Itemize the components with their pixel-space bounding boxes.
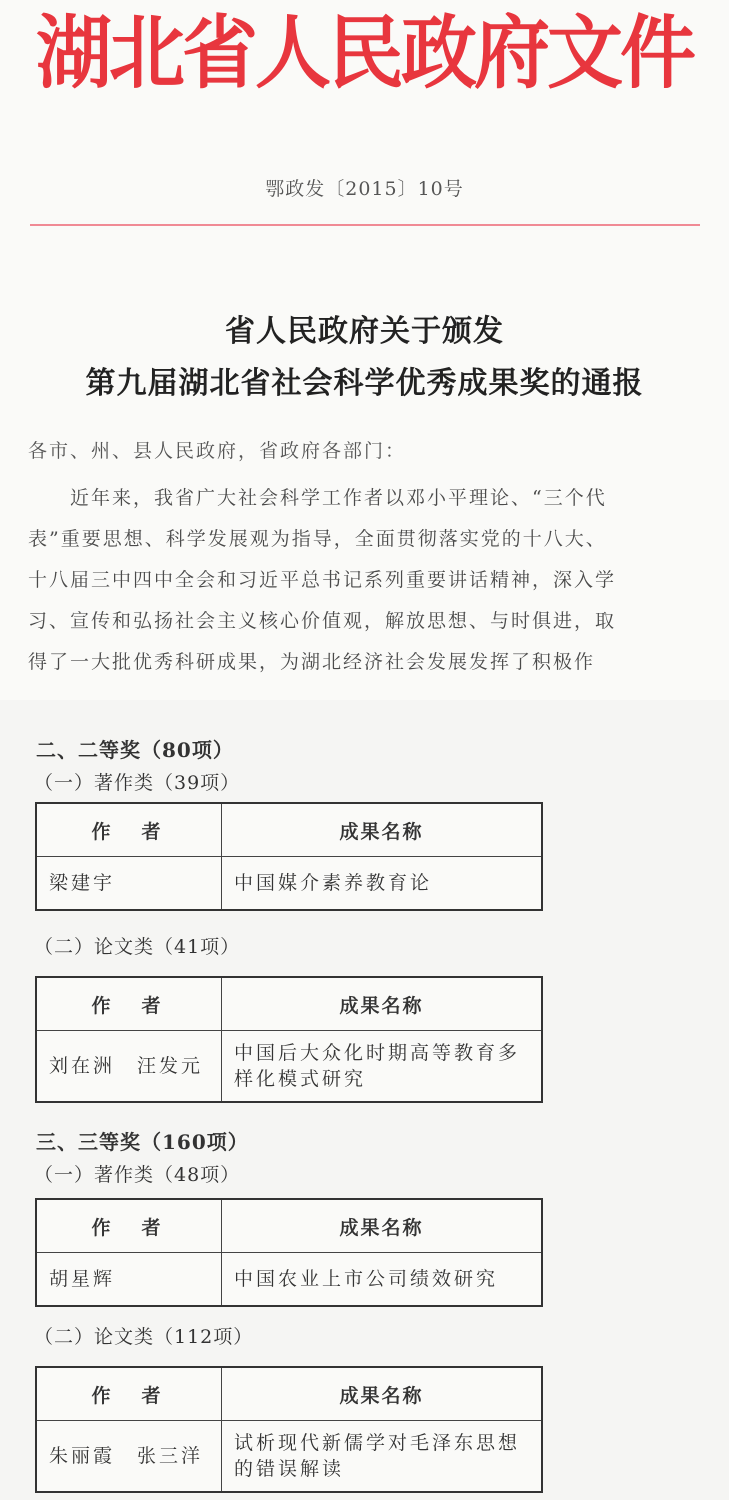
official-letter bbox=[0, 0, 729, 700]
header-divider bbox=[30, 224, 700, 226]
table-header-row bbox=[36, 1367, 542, 1421]
category-heading: （二）论文类（112项） bbox=[34, 1326, 254, 1348]
award-table bbox=[35, 1198, 543, 1307]
column-header-author: 作 者 bbox=[36, 1199, 222, 1253]
document-header: 湖北省人民政府文件 bbox=[36, 5, 693, 100]
title-cell: 中国农业上市公司绩效研究 bbox=[222, 1253, 543, 1307]
column-header-author: 作 者 bbox=[36, 803, 222, 857]
table-header-row bbox=[36, 977, 542, 1031]
column-header-author: 作 者 bbox=[36, 1367, 222, 1421]
body-line: 得了一大批优秀科研成果，为湖北经济社会发展发挥了积极作 bbox=[28, 651, 596, 673]
third-prize-heading: 三、三等奖（160项） bbox=[36, 1130, 249, 1154]
column-header-author: 作 者 bbox=[36, 977, 222, 1031]
category-heading: （一）著作类（48项） bbox=[34, 1164, 241, 1186]
body-line: 习、宣传和弘扬社会主义核心价值观，解放思想、与时俱进，取 bbox=[28, 610, 617, 632]
author-cell: 刘在洲 汪发元 bbox=[36, 1031, 222, 1103]
body-line: 近年来，我省广大社会科学工作者以邓小平理论、“三个代 bbox=[70, 487, 607, 509]
second-prize-heading: 二、二等奖（80项） bbox=[36, 738, 234, 762]
award-table bbox=[35, 1366, 543, 1493]
category-heading: （一）著作类（39项） bbox=[34, 772, 241, 794]
column-header-title: 成果名称 bbox=[222, 977, 543, 1031]
table-row bbox=[36, 1031, 542, 1103]
award-list bbox=[0, 700, 729, 1500]
table-row bbox=[36, 1253, 542, 1307]
category-heading: （二）论文类（41项） bbox=[34, 936, 241, 958]
document-title-line-1: 省人民政府关于颁发 bbox=[225, 314, 504, 349]
table-row bbox=[36, 1421, 542, 1493]
table-row bbox=[36, 857, 542, 911]
column-header-title: 成果名称 bbox=[222, 803, 543, 857]
column-header-title: 成果名称 bbox=[222, 1367, 543, 1421]
table-header-row bbox=[36, 1199, 542, 1253]
author-cell: 梁建宇 bbox=[36, 857, 222, 911]
salutation: 各市、州、县人民政府，省政府各部门： bbox=[28, 440, 407, 462]
award-table bbox=[35, 802, 543, 911]
body-paragraph bbox=[28, 478, 713, 683]
title-cell: 试析现代新儒学对毛泽东思想的错误解读 bbox=[222, 1421, 543, 1493]
document-number: 鄂政发〔2015〕10号 bbox=[265, 178, 464, 200]
title-cell: 中国媒介素养教育论 bbox=[222, 857, 543, 911]
author-cell: 朱丽霞 张三洋 bbox=[36, 1421, 222, 1493]
table-header-row bbox=[36, 803, 542, 857]
title-cell: 中国后大众化时期高等教育多样化模式研究 bbox=[222, 1031, 543, 1103]
document-title-line-2: 第九届湖北省社会科学优秀成果奖的通报 bbox=[85, 366, 644, 401]
body-line: 表”重要思想、科学发展观为指导，全面贯彻落实党的十八大、 bbox=[28, 528, 607, 550]
award-table bbox=[35, 976, 543, 1103]
author-cell: 胡星辉 bbox=[36, 1253, 222, 1307]
body-line: 十八届三中四中全会和习近平总书记系列重要讲话精神，深入学 bbox=[28, 569, 617, 591]
column-header-title: 成果名称 bbox=[222, 1199, 543, 1253]
